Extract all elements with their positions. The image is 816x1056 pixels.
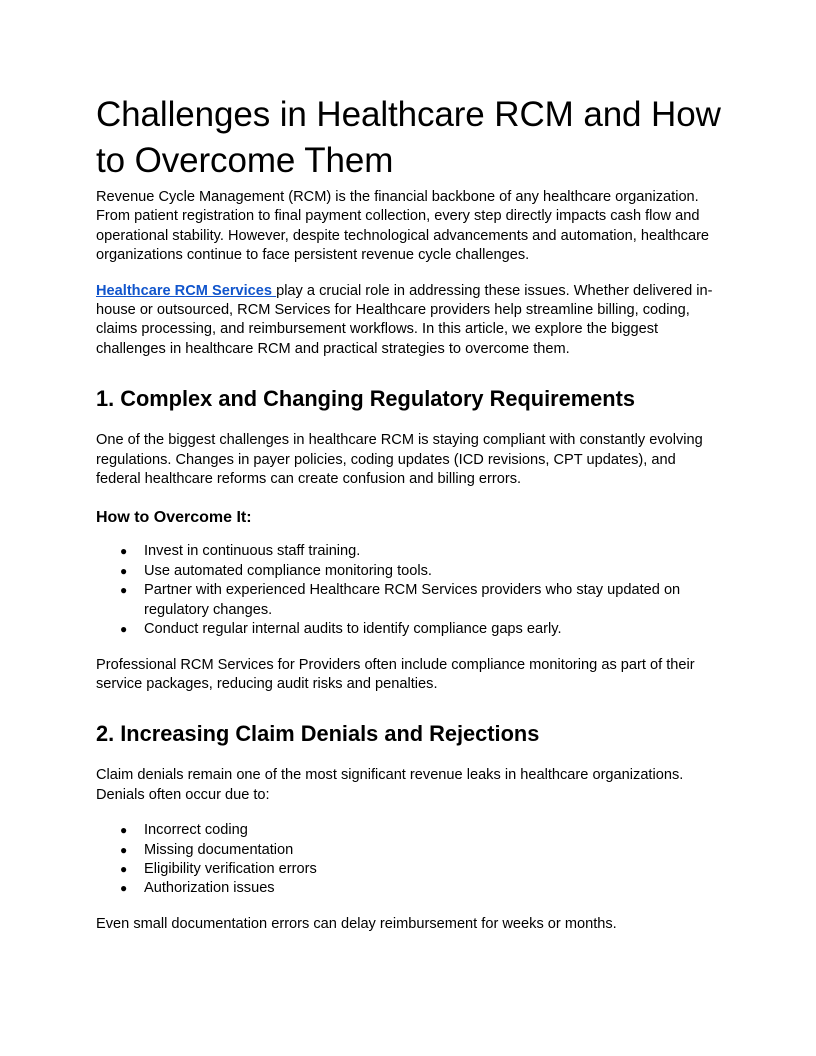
- bullet-icon: ●: [120, 544, 128, 559]
- list-item: ● Conduct regular internal audits to identify compliance gaps early.: [144, 620, 724, 639]
- services-paragraph: [96, 282, 724, 360]
- list-item: ● Use automated compliance monitoring tools.: [144, 562, 724, 581]
- list-item: ● Invest in continuous staff training.: [144, 542, 724, 561]
- list-item: ● Eligibility verification errors: [144, 860, 724, 879]
- bullet-icon: ●: [120, 823, 128, 838]
- bullet-icon: ●: [120, 583, 128, 598]
- bullet-icon: ●: [120, 622, 128, 637]
- section1-body: One of the biggest challenges in healthcare RCM is staying compliant with constantly evolving regulations. Changes in payer policies, coding updates (ICD revisions, CPT updates), and federal healthcare reforms can create confusion and billing errors.: [96, 432, 703, 488]
- section2-heading: 2. Increasing Claim Denials and Rejections: [96, 721, 540, 747]
- bullet-icon: ●: [120, 842, 128, 857]
- section2-body: Claim denials remain one of the most significant revenue leaks in healthcare organizations. Denials often occur due to:: [96, 767, 684, 803]
- intro-paragraph: Revenue Cycle Management (RCM) is the financial backbone of any healthcare organization. From patient registration to final payment collection, every step directly impacts cash flow and operational stability. However, despite technological advancements and automation, healthcare organizations continue to face persistent revenue cycle challenges.: [96, 189, 710, 264]
- healthcare-rcm-services-link[interactable]: Healthcare RCM Services: [96, 282, 277, 299]
- list-item: ● Partner with experienced Healthcare RCM Services providers who stay updated on regulatory changes.: [120, 582, 681, 618]
- bullet-icon: ●: [120, 563, 128, 578]
- bullet-icon: ●: [120, 881, 128, 896]
- list-item: ● Authorization issues: [144, 879, 724, 898]
- document-title: Challenges in Healthcare RCM and How to Overcome Them: [96, 95, 721, 180]
- document-page: [96, 92, 724, 934]
- section2-bullet-list: [96, 821, 724, 899]
- section2-closing: Even small documentation errors can delay reimbursement for weeks or months.: [96, 915, 617, 932]
- list-item: ● Missing documentation: [144, 841, 724, 860]
- section1-heading: 1. Complex and Changing Regulatory Requirements: [96, 386, 635, 412]
- section1-closing: Professional RCM Services for Providers often include compliance monitoring as part of their service packages, reducing audit risks and penalties.: [96, 656, 695, 692]
- section1-subheading: How to Overcome It:: [96, 509, 252, 527]
- services-paragraph-text: play a crucial role in addressing these issues. Whether delivered in-house or outsourced, RCM Services for Healthcare providers help streamline billing, coding, claims processing, and reimbursement workflows. In this article, we explore the biggest challenges in healthcare RCM and practical strategies to overcome them.: [96, 282, 713, 357]
- bullet-icon: ●: [120, 861, 128, 876]
- list-item: ● Incorrect coding: [144, 821, 724, 840]
- section1-bullet-list: [96, 542, 724, 639]
